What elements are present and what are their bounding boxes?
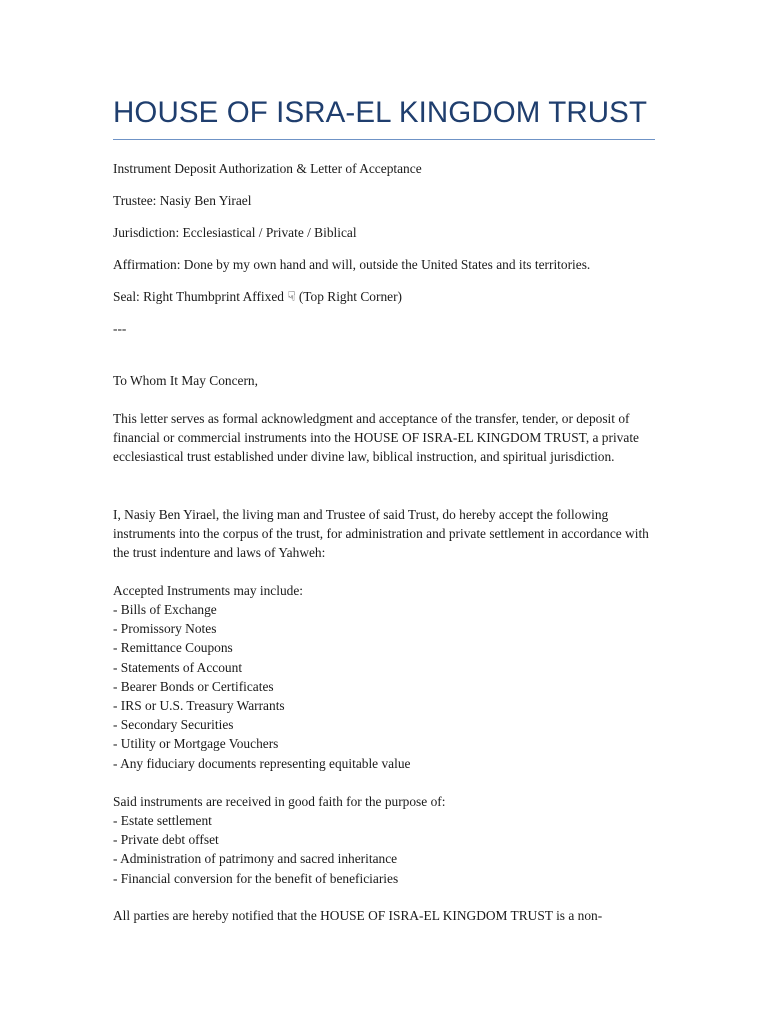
body-paragraph-1: This letter serves as formal acknowledgment and acceptance of the transfer, tender, or deposit of financial or commercial instruments into the HOUSE OF ISRA-EL KINGDOM TRUST, a private ecclesiastical trust established under divine law, biblical instruction, and spiritual jurisdiction. xyxy=(113,411,639,465)
instruments-heading: Accepted Instruments may include: xyxy=(113,583,304,598)
section-separator: --- xyxy=(113,321,127,336)
purposes-list xyxy=(113,811,398,888)
subtitle-line: Instrument Deposit Authorization & Letter of Acceptance xyxy=(113,161,422,176)
trustee-line: Trustee: Nasiy Ben Yirael xyxy=(113,193,252,208)
list-item: - Statements of Account xyxy=(113,659,243,675)
purpose-heading: Said instruments are received in good faith for the purpose of: xyxy=(113,794,446,809)
document-title: HOUSE OF ISRA-EL KINGDOM TRUST xyxy=(113,96,648,129)
list-item: - Remittance Coupons xyxy=(113,640,233,656)
title-underline-divider xyxy=(113,139,655,140)
list-item: - Bills of Exchange xyxy=(113,602,217,617)
list-item: - Private debt offset xyxy=(113,832,219,848)
affirmation-line: Affirmation: Done by my own hand and will, outside the United States and its territories. xyxy=(113,257,591,272)
jurisdiction-line: Jurisdiction: Ecclesiastical / Private / Biblical xyxy=(113,225,357,240)
closing-paragraph-fragment: All parties are hereby notified that the HOUSE OF ISRA-EL KINGDOM TRUST is a non- xyxy=(113,908,603,923)
body-paragraph-2: I, Nasiy Ben Yirael, the living man and Trustee of said Trust, do hereby accept the following instruments into the corpus of the trust, for administration and private settlement in accordance with the trust indenture and laws of Yahweh: xyxy=(113,507,649,561)
list-item: - Bearer Bonds or Certificates xyxy=(113,678,274,694)
list-item: - Estate settlement xyxy=(113,813,212,828)
list-item: - Promissory Notes xyxy=(113,621,217,637)
seal-line: Seal: Right Thumbprint Affixed ☟ (Top Right Corner) xyxy=(113,289,403,304)
list-item: - IRS or U.S. Treasury Warrants xyxy=(113,698,285,714)
list-item: - Financial conversion for the benefit of beneficiaries xyxy=(113,870,399,886)
salutation: To Whom It May Concern, xyxy=(113,373,258,388)
list-item: - Administration of patrimony and sacred inheritance xyxy=(113,851,398,867)
list-item: - Secondary Securities xyxy=(113,717,234,733)
instruments-list xyxy=(113,600,410,773)
list-item: - Utility or Mortgage Vouchers xyxy=(113,736,279,752)
list-item: - Any fiduciary documents representing equitable value xyxy=(113,755,411,771)
